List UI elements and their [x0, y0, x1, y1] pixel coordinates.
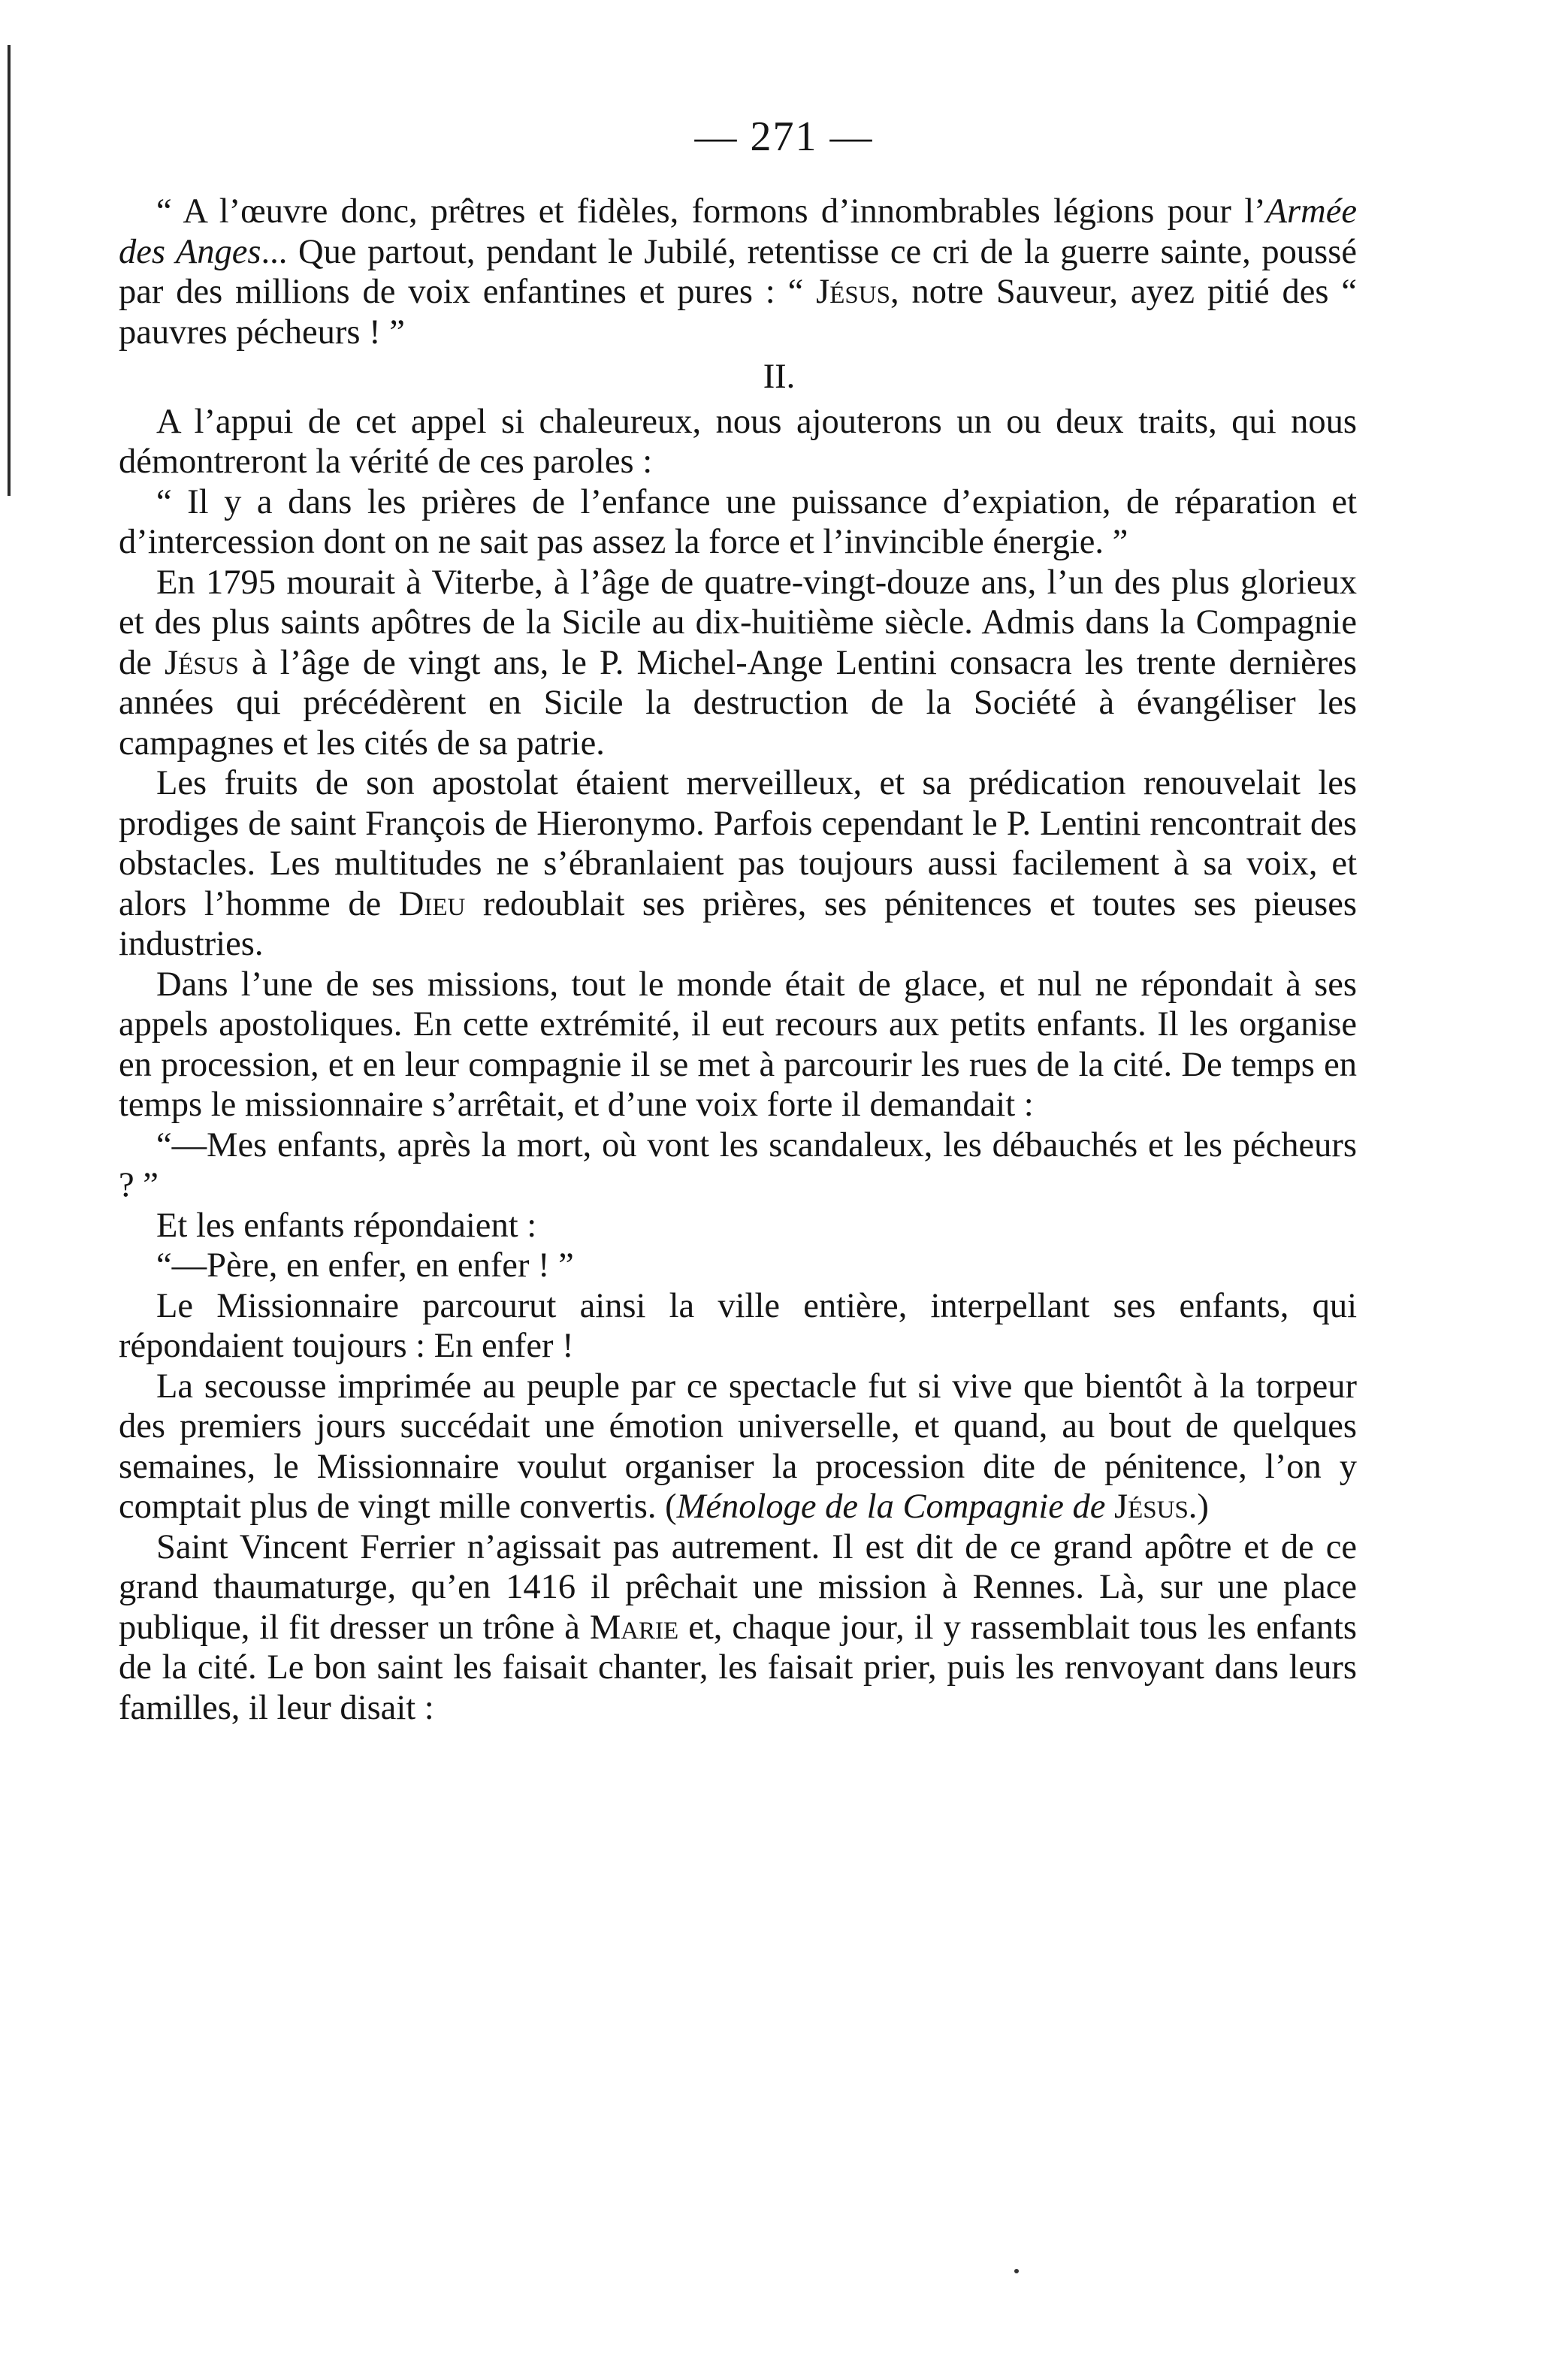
- text-segment: Les fruits de son apostolat étaient merveilleux, et sa prédication renouvelait les prodiges de saint François de Hieronymo. Parfois cependant le P. Lentini rencontrait des obstacles. Les multitudes ne s’ébranlaient pas toujours aussi facilement à sa voix, et alors l’homme de: [119, 764, 1357, 923]
- paragraph: [119, 1367, 1357, 1527]
- smallcaps-text: Dieu: [398, 884, 466, 923]
- text-segment: A l’appui de cet appel si chaleureux, nous ajouterons un ou deux traits, qui nous démontreront la vérité de ces paroles :: [119, 402, 1357, 481]
- paragraph: [119, 1246, 1357, 1286]
- paragraph: [119, 1206, 1357, 1246]
- text-segment: à l’âge de vingt ans, le P. Michel-Ange Lentini consacra les trente dernières années qui précédèrent en Sicile la destruction de la Société à évangéliser les campagnes et les cités de sa patrie.: [119, 643, 1358, 763]
- text-segment: redoublait ses prières, ses pénitences et toutes ses pieuses industries.: [119, 884, 1357, 963]
- text-segment: .): [1188, 1488, 1209, 1526]
- text-segment: Saint Vincent Ferrier n’agissait pas autrement. Il est dit de ce grand apôtre et de ce grand thaumaturge, qu’en 1416 il prêchait une mission à Rennes. Là, sur une place publique, il fit dresser un trône à: [119, 1527, 1357, 1647]
- smallcaps-text: Jésus: [165, 643, 239, 682]
- text-segment: Et les enfants répondaient :: [156, 1206, 537, 1245]
- paragraph: [119, 402, 1357, 482]
- text-segment: “ Il y a dans les prières de l’enfance une puissance d’expiation, de réparation et d’intercession dont on ne sait pas assez la force et l’invincible énergie. ”: [119, 482, 1357, 561]
- smallcaps-text: Marie: [589, 1608, 679, 1647]
- paragraph: [119, 192, 1357, 352]
- paragraph: [119, 1527, 1357, 1729]
- paragraph: [119, 563, 1357, 764]
- scan-speck: [1014, 2269, 1019, 2273]
- italic-text: Armée des Anges: [119, 192, 1357, 271]
- section-heading: [119, 357, 1357, 397]
- text-segment: Dans l’une de ses missions, tout le monde était de glace, et nul ne répondait à ses appels apostoliques. En cette extrémité, il eut recours aux petits enfants. Il les organise en procession, et en leur compagnie il se met à parcourir les rues de la cité. De temps en temps le missionnaire s’arrêtait, et d’une voix forte il demandait :: [119, 965, 1357, 1124]
- page-number: — 271 —: [694, 113, 874, 160]
- paragraph: [119, 1286, 1357, 1367]
- text-segment: II.: [763, 358, 796, 396]
- smallcaps-text: Jésus: [1114, 1488, 1189, 1526]
- text-segment: “—Mes enfants, après la mort, où vont les scandaleux, les débauchés et les pécheurs ? ”: [119, 1125, 1357, 1204]
- italic-text: Ménologe de la Compagnie de: [676, 1488, 1114, 1526]
- text-segment: Le Missionnaire parcourut ainsi la ville entière, interpellant ses enfants, qui répondaient toujours : En enfer !: [119, 1286, 1357, 1365]
- text-segment: La secousse imprimée au peuple par ce spectacle fut si vive que bientôt à la torpeur des premiers jours succédait une émotion universelle, et quand, au bout de quelques semaines, le Missionnaire voulut organiser la procession dite de pénitence, l’on y comptait plus de vingt mille convertis. (: [119, 1367, 1357, 1526]
- text-segment: , notre Sauveur, ayez pitié des “ pauvres pécheurs ! ”: [119, 273, 1357, 352]
- paragraph: [119, 965, 1357, 1125]
- smallcaps-text: Jésus: [816, 273, 890, 311]
- body-text: [119, 192, 1357, 1728]
- text-segment: et, chaque jour, il y rassemblait tous les enfants de la cité. Le bon saint les faisait chanter, les faisait prier, puis les renvoyant dans leurs familles, il leur disait :: [119, 1608, 1357, 1727]
- text-segment: En 1795 mourait à Viterbe, à l’âge de quatre-vingt-douze ans, l’un des plus glorieux et des plus saints apôtres de la Sicile au dix-huitième siècle. Admis dans la Compagnie de: [119, 563, 1357, 682]
- paragraph: [119, 763, 1357, 965]
- paragraph: [119, 1125, 1357, 1206]
- text-segment: ... Que partout, pendant le Jubilé, retentisse ce cri de la guerre sainte, poussé par des millions de voix enfantines et pures : “: [119, 232, 1357, 311]
- text-segment: “ A l’œuvre donc, prêtres et fidèles, formons d’innombrables légions pour l’: [156, 192, 1266, 231]
- paragraph: [119, 482, 1357, 563]
- text-segment: “—Père, en enfer, en enfer ! ”: [156, 1246, 574, 1285]
